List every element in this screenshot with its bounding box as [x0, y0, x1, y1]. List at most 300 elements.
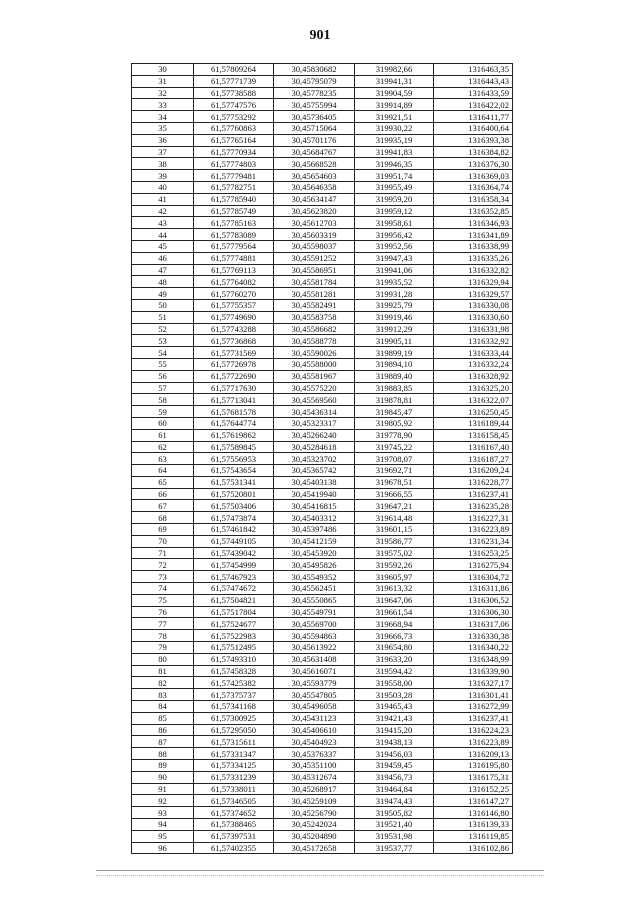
x-coordinate-cell: 319946,35 — [355, 158, 434, 170]
point-number-cell: 86 — [132, 724, 194, 736]
point-number-cell: 91 — [132, 783, 194, 795]
longitude-cell: 30,45547805 — [274, 689, 355, 701]
y-coordinate-cell: 1316237,41 — [434, 712, 513, 724]
x-coordinate-cell: 319947,43 — [355, 252, 434, 264]
y-coordinate-cell: 1316195,80 — [434, 760, 513, 772]
point-number-cell: 92 — [132, 795, 194, 807]
table-row — [132, 394, 513, 406]
latitude-cell: 61,57809264 — [194, 64, 274, 76]
y-coordinate-cell: 1316358,34 — [434, 193, 513, 205]
latitude-cell: 61,57743288 — [194, 323, 274, 335]
table-row — [132, 299, 513, 311]
table-row — [132, 701, 513, 713]
table-row — [132, 276, 513, 288]
y-coordinate-cell: 1316209,13 — [434, 748, 513, 760]
longitude-cell: 30,45259109 — [274, 795, 355, 807]
longitude-cell: 30,45419940 — [274, 488, 355, 500]
latitude-cell: 61,57504821 — [194, 594, 274, 606]
y-coordinate-cell: 1316250,45 — [434, 406, 513, 418]
point-number-cell: 64 — [132, 465, 194, 477]
latitude-cell: 61,57749690 — [194, 311, 274, 323]
table-row — [132, 630, 513, 642]
longitude-cell: 30,45204890 — [274, 830, 355, 842]
latitude-cell: 61,57425382 — [194, 677, 274, 689]
point-number-cell: 96 — [132, 842, 194, 854]
table-row — [132, 229, 513, 241]
table-row — [132, 288, 513, 300]
latitude-cell: 61,57764082 — [194, 276, 274, 288]
point-number-cell: 77 — [132, 618, 194, 630]
y-coordinate-cell: 1316189,44 — [434, 417, 513, 429]
latitude-cell: 61,57785749 — [194, 205, 274, 217]
point-number-cell: 88 — [132, 748, 194, 760]
table-row — [132, 240, 513, 252]
y-coordinate-cell: 1316328,92 — [434, 370, 513, 382]
longitude-cell: 30,45403138 — [274, 476, 355, 488]
longitude-cell: 30,45701176 — [274, 134, 355, 146]
point-number-cell: 76 — [132, 606, 194, 618]
longitude-cell: 30,45778235 — [274, 87, 355, 99]
point-number-cell: 45 — [132, 240, 194, 252]
x-coordinate-cell: 319956,42 — [355, 229, 434, 241]
x-coordinate-cell: 319438,13 — [355, 736, 434, 748]
table-row — [132, 795, 513, 807]
longitude-cell: 30,45266240 — [274, 429, 355, 441]
x-coordinate-cell: 319654,80 — [355, 642, 434, 654]
latitude-cell: 61,57731569 — [194, 347, 274, 359]
y-coordinate-cell: 1316327,17 — [434, 677, 513, 689]
latitude-cell: 61,57769113 — [194, 264, 274, 276]
x-coordinate-cell: 319678,51 — [355, 476, 434, 488]
point-number-cell: 84 — [132, 701, 194, 713]
latitude-cell: 61,57331347 — [194, 748, 274, 760]
point-number-cell: 93 — [132, 807, 194, 819]
longitude-cell: 30,45323317 — [274, 417, 355, 429]
y-coordinate-cell: 1316227,31 — [434, 512, 513, 524]
x-coordinate-cell: 319456,73 — [355, 771, 434, 783]
point-number-cell: 55 — [132, 358, 194, 370]
x-coordinate-cell: 319905,11 — [355, 335, 434, 347]
point-number-cell: 38 — [132, 158, 194, 170]
longitude-cell: 30,45581784 — [274, 276, 355, 288]
point-number-cell: 35 — [132, 122, 194, 134]
table-row — [132, 217, 513, 229]
page-bottom-rule — [96, 870, 544, 871]
longitude-cell: 30,45376337 — [274, 748, 355, 760]
longitude-cell: 30,45575220 — [274, 382, 355, 394]
table-row — [132, 99, 513, 111]
x-coordinate-cell: 319474,43 — [355, 795, 434, 807]
point-number-cell: 60 — [132, 417, 194, 429]
x-coordinate-cell: 319586,77 — [355, 535, 434, 547]
latitude-cell: 61,57785163 — [194, 217, 274, 229]
x-coordinate-cell: 319921,51 — [355, 111, 434, 123]
table-row — [132, 665, 513, 677]
table-row — [132, 158, 513, 170]
longitude-cell: 30,45623820 — [274, 205, 355, 217]
x-coordinate-cell: 319778,90 — [355, 429, 434, 441]
x-coordinate-cell: 319613,32 — [355, 583, 434, 595]
latitude-cell: 61,57543654 — [194, 465, 274, 477]
x-coordinate-cell: 319668,94 — [355, 618, 434, 630]
x-coordinate-cell: 319912,29 — [355, 323, 434, 335]
longitude-cell: 30,45412159 — [274, 535, 355, 547]
x-coordinate-cell: 319464,84 — [355, 783, 434, 795]
latitude-cell: 61,57556953 — [194, 453, 274, 465]
longitude-cell: 30,45569700 — [274, 618, 355, 630]
table-row — [132, 712, 513, 724]
y-coordinate-cell: 1316340,22 — [434, 642, 513, 654]
x-coordinate-cell: 319633,20 — [355, 653, 434, 665]
point-number-cell: 52 — [132, 323, 194, 335]
longitude-cell: 30,45416815 — [274, 500, 355, 512]
y-coordinate-cell: 1316224,23 — [434, 724, 513, 736]
point-number-cell: 87 — [132, 736, 194, 748]
latitude-cell: 61,57774803 — [194, 158, 274, 170]
x-coordinate-cell: 319415,20 — [355, 724, 434, 736]
point-number-cell: 34 — [132, 111, 194, 123]
y-coordinate-cell: 1316330,60 — [434, 311, 513, 323]
point-number-cell: 40 — [132, 181, 194, 193]
latitude-cell: 61,57681578 — [194, 406, 274, 418]
longitude-cell: 30,45436314 — [274, 406, 355, 418]
x-coordinate-cell: 319899,19 — [355, 347, 434, 359]
table-row — [132, 512, 513, 524]
latitude-cell: 61,57439042 — [194, 547, 274, 559]
point-number-cell: 95 — [132, 830, 194, 842]
x-coordinate-cell: 319592,26 — [355, 559, 434, 571]
point-number-cell: 90 — [132, 771, 194, 783]
point-number-cell: 80 — [132, 653, 194, 665]
y-coordinate-cell: 1316322,07 — [434, 394, 513, 406]
longitude-cell: 30,45583758 — [274, 311, 355, 323]
latitude-cell: 61,57449105 — [194, 535, 274, 547]
point-number-cell: 63 — [132, 453, 194, 465]
x-coordinate-cell: 319941,06 — [355, 264, 434, 276]
longitude-cell: 30,45242024 — [274, 819, 355, 831]
point-number-cell: 56 — [132, 370, 194, 382]
y-coordinate-cell: 1316253,25 — [434, 547, 513, 559]
y-coordinate-cell: 1316306,30 — [434, 606, 513, 618]
latitude-cell: 61,57388465 — [194, 819, 274, 831]
latitude-cell: 61,57454999 — [194, 559, 274, 571]
x-coordinate-cell: 319661,54 — [355, 606, 434, 618]
point-number-cell: 75 — [132, 594, 194, 606]
latitude-cell: 61,57467923 — [194, 571, 274, 583]
table-row — [132, 571, 513, 583]
longitude-cell: 30,45591252 — [274, 252, 355, 264]
latitude-cell: 61,57295050 — [194, 724, 274, 736]
longitude-cell: 30,45616071 — [274, 665, 355, 677]
latitude-cell: 61,57341168 — [194, 701, 274, 713]
longitude-cell: 30,45403312 — [274, 512, 355, 524]
y-coordinate-cell: 1316147,27 — [434, 795, 513, 807]
coordinates-table — [131, 63, 513, 854]
y-coordinate-cell: 1316333,44 — [434, 347, 513, 359]
latitude-cell: 61,57782751 — [194, 181, 274, 193]
y-coordinate-cell: 1316158,45 — [434, 429, 513, 441]
point-number-cell: 33 — [132, 99, 194, 111]
page-number: 901 — [309, 28, 331, 43]
y-coordinate-cell: 1316352,85 — [434, 205, 513, 217]
y-coordinate-cell: 1316330,08 — [434, 299, 513, 311]
y-coordinate-cell: 1316332,92 — [434, 335, 513, 347]
latitude-cell: 61,57717630 — [194, 382, 274, 394]
x-coordinate-cell: 319982,66 — [355, 64, 434, 76]
y-coordinate-cell: 1316341,89 — [434, 229, 513, 241]
point-number-cell: 83 — [132, 689, 194, 701]
point-number-cell: 65 — [132, 476, 194, 488]
table-row — [132, 134, 513, 146]
table-row — [132, 465, 513, 477]
longitude-cell: 30,45654603 — [274, 170, 355, 182]
y-coordinate-cell: 1316231,34 — [434, 535, 513, 547]
x-coordinate-cell: 319930,22 — [355, 122, 434, 134]
table-row — [132, 358, 513, 370]
y-coordinate-cell: 1316364,74 — [434, 181, 513, 193]
table-row — [132, 311, 513, 323]
y-coordinate-cell: 1316275,94 — [434, 559, 513, 571]
x-coordinate-cell: 319537,77 — [355, 842, 434, 854]
latitude-cell: 61,57397531 — [194, 830, 274, 842]
x-coordinate-cell: 319465,43 — [355, 701, 434, 713]
point-number-cell: 68 — [132, 512, 194, 524]
x-coordinate-cell: 319459,45 — [355, 760, 434, 772]
latitude-cell: 61,57722690 — [194, 370, 274, 382]
latitude-cell: 61,57765164 — [194, 134, 274, 146]
longitude-cell: 30,45588778 — [274, 335, 355, 347]
table-row — [132, 87, 513, 99]
table-row — [132, 488, 513, 500]
longitude-cell: 30,45172658 — [274, 842, 355, 854]
latitude-cell: 61,57300925 — [194, 712, 274, 724]
y-coordinate-cell: 1316331,98 — [434, 323, 513, 335]
y-coordinate-cell: 1316301,41 — [434, 689, 513, 701]
x-coordinate-cell: 319941,83 — [355, 146, 434, 158]
point-number-cell: 59 — [132, 406, 194, 418]
longitude-cell: 30,45496058 — [274, 701, 355, 713]
x-coordinate-cell: 319878,81 — [355, 394, 434, 406]
table-row — [132, 689, 513, 701]
table-row — [132, 193, 513, 205]
y-coordinate-cell: 1316139,33 — [434, 819, 513, 831]
longitude-cell: 30,45634147 — [274, 193, 355, 205]
table-row — [132, 547, 513, 559]
point-number-cell: 54 — [132, 347, 194, 359]
x-coordinate-cell: 319805,92 — [355, 417, 434, 429]
x-coordinate-cell: 319605,97 — [355, 571, 434, 583]
longitude-cell: 30,45795079 — [274, 75, 355, 87]
longitude-cell: 30,45323702 — [274, 453, 355, 465]
x-coordinate-cell: 319456,03 — [355, 748, 434, 760]
longitude-cell: 30,45613922 — [274, 642, 355, 654]
longitude-cell: 30,45631408 — [274, 653, 355, 665]
latitude-cell: 61,57458328 — [194, 665, 274, 677]
point-number-cell: 61 — [132, 429, 194, 441]
y-coordinate-cell: 1316175,31 — [434, 771, 513, 783]
latitude-cell: 61,57493310 — [194, 653, 274, 665]
latitude-cell: 61,57783089 — [194, 229, 274, 241]
latitude-cell: 61,57375737 — [194, 689, 274, 701]
table-row — [132, 111, 513, 123]
table-row — [132, 724, 513, 736]
longitude-cell: 30,45365742 — [274, 465, 355, 477]
table-row — [132, 406, 513, 418]
point-number-cell: 31 — [132, 75, 194, 87]
table-row — [132, 252, 513, 264]
x-coordinate-cell: 319666,73 — [355, 630, 434, 642]
latitude-cell: 61,57346505 — [194, 795, 274, 807]
latitude-cell: 61,57726978 — [194, 358, 274, 370]
table-row — [132, 64, 513, 76]
latitude-cell: 61,57503406 — [194, 500, 274, 512]
table-row — [132, 264, 513, 276]
point-number-cell: 69 — [132, 524, 194, 536]
table-row — [132, 583, 513, 595]
y-coordinate-cell: 1316119,85 — [434, 830, 513, 842]
latitude-cell: 61,57474672 — [194, 583, 274, 595]
y-coordinate-cell: 1316348,99 — [434, 653, 513, 665]
longitude-cell: 30,45594863 — [274, 630, 355, 642]
longitude-cell: 30,45406610 — [274, 724, 355, 736]
longitude-cell: 30,45453920 — [274, 547, 355, 559]
y-coordinate-cell: 1316369,03 — [434, 170, 513, 182]
longitude-cell: 30,45603319 — [274, 229, 355, 241]
point-number-cell: 94 — [132, 819, 194, 831]
table-row — [132, 335, 513, 347]
longitude-cell: 30,45586951 — [274, 264, 355, 276]
latitude-cell: 61,57374652 — [194, 807, 274, 819]
x-coordinate-cell: 319745,22 — [355, 441, 434, 453]
coordinates-table-body — [132, 64, 513, 854]
x-coordinate-cell: 319914,89 — [355, 99, 434, 111]
longitude-cell: 30,45586682 — [274, 323, 355, 335]
x-coordinate-cell: 319708,07 — [355, 453, 434, 465]
y-coordinate-cell: 1316306,52 — [434, 594, 513, 606]
x-coordinate-cell: 319421,43 — [355, 712, 434, 724]
latitude-cell: 61,57315611 — [194, 736, 274, 748]
longitude-cell: 30,45736405 — [274, 111, 355, 123]
table-row — [132, 642, 513, 654]
latitude-cell: 61,57785940 — [194, 193, 274, 205]
x-coordinate-cell: 319558,00 — [355, 677, 434, 689]
table-row — [132, 830, 513, 842]
point-number-cell: 50 — [132, 299, 194, 311]
longitude-cell: 30,45562451 — [274, 583, 355, 595]
latitude-cell: 61,57331239 — [194, 771, 274, 783]
table-row — [132, 417, 513, 429]
x-coordinate-cell: 319952,56 — [355, 240, 434, 252]
longitude-cell: 30,45755994 — [274, 99, 355, 111]
x-coordinate-cell: 319959,20 — [355, 193, 434, 205]
x-coordinate-cell: 319919,46 — [355, 311, 434, 323]
x-coordinate-cell: 319505,82 — [355, 807, 434, 819]
latitude-cell: 61,57522983 — [194, 630, 274, 642]
x-coordinate-cell: 319931,28 — [355, 288, 434, 300]
y-coordinate-cell: 1316223,89 — [434, 524, 513, 536]
y-coordinate-cell: 1316146,80 — [434, 807, 513, 819]
point-number-cell: 51 — [132, 311, 194, 323]
y-coordinate-cell: 1316393,38 — [434, 134, 513, 146]
table-row — [132, 606, 513, 618]
y-coordinate-cell: 1316102,86 — [434, 842, 513, 854]
y-coordinate-cell: 1316317,06 — [434, 618, 513, 630]
table-row — [132, 441, 513, 453]
point-number-cell: 48 — [132, 276, 194, 288]
y-coordinate-cell: 1316187,27 — [434, 453, 513, 465]
table-row — [132, 500, 513, 512]
x-coordinate-cell: 319601,15 — [355, 524, 434, 536]
latitude-cell: 61,57738588 — [194, 87, 274, 99]
point-number-cell: 62 — [132, 441, 194, 453]
point-number-cell: 46 — [132, 252, 194, 264]
y-coordinate-cell: 1316433,59 — [434, 87, 513, 99]
y-coordinate-cell: 1316228,77 — [434, 476, 513, 488]
y-coordinate-cell: 1316237,41 — [434, 488, 513, 500]
latitude-cell: 61,57747576 — [194, 99, 274, 111]
y-coordinate-cell: 1316463,35 — [434, 64, 513, 76]
point-number-cell: 49 — [132, 288, 194, 300]
longitude-cell: 30,45549352 — [274, 571, 355, 583]
longitude-cell: 30,45588000 — [274, 358, 355, 370]
x-coordinate-cell: 319904,59 — [355, 87, 434, 99]
y-coordinate-cell: 1316443,43 — [434, 75, 513, 87]
table-row — [132, 771, 513, 783]
y-coordinate-cell: 1316376,30 — [434, 158, 513, 170]
table-row — [132, 736, 513, 748]
table-row — [132, 453, 513, 465]
x-coordinate-cell: 319941,31 — [355, 75, 434, 87]
x-coordinate-cell: 319614,48 — [355, 512, 434, 524]
y-coordinate-cell: 1316209,24 — [434, 465, 513, 477]
table-row — [132, 653, 513, 665]
longitude-cell: 30,45684767 — [274, 146, 355, 158]
x-coordinate-cell: 319959,12 — [355, 205, 434, 217]
y-coordinate-cell: 1316329,94 — [434, 276, 513, 288]
table-row — [132, 75, 513, 87]
y-coordinate-cell: 1316325,20 — [434, 382, 513, 394]
longitude-cell: 30,45431123 — [274, 712, 355, 724]
x-coordinate-cell: 319889,40 — [355, 370, 434, 382]
y-coordinate-cell: 1316167,40 — [434, 441, 513, 453]
latitude-cell: 61,57770934 — [194, 146, 274, 158]
x-coordinate-cell: 319883,85 — [355, 382, 434, 394]
longitude-cell: 30,45312674 — [274, 771, 355, 783]
table-row — [132, 524, 513, 536]
point-number-cell: 53 — [132, 335, 194, 347]
x-coordinate-cell: 319935,52 — [355, 276, 434, 288]
longitude-cell: 30,45268917 — [274, 783, 355, 795]
table-row — [132, 146, 513, 158]
y-coordinate-cell: 1316338,99 — [434, 240, 513, 252]
latitude-cell: 61,57531341 — [194, 476, 274, 488]
longitude-cell: 30,45715064 — [274, 122, 355, 134]
point-number-cell: 74 — [132, 583, 194, 595]
x-coordinate-cell: 319925,79 — [355, 299, 434, 311]
latitude-cell: 61,57520801 — [194, 488, 274, 500]
table-row — [132, 382, 513, 394]
table-row — [132, 429, 513, 441]
longitude-cell: 30,45549791 — [274, 606, 355, 618]
point-number-cell: 30 — [132, 64, 194, 76]
x-coordinate-cell: 319935,19 — [355, 134, 434, 146]
table-row — [132, 370, 513, 382]
point-number-cell: 78 — [132, 630, 194, 642]
point-number-cell: 72 — [132, 559, 194, 571]
latitude-cell: 61,57338011 — [194, 783, 274, 795]
latitude-cell: 61,57461842 — [194, 524, 274, 536]
x-coordinate-cell: 319594,42 — [355, 665, 434, 677]
